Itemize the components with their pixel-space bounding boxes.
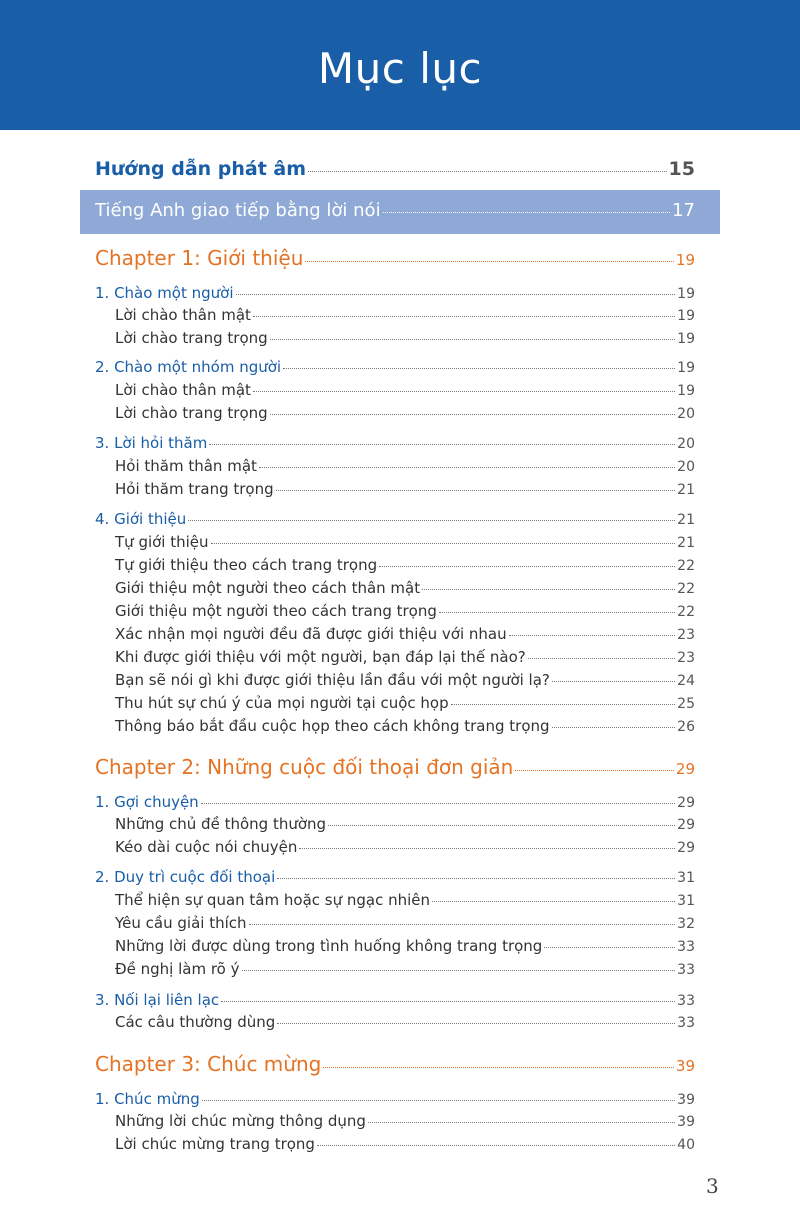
leader-dots: [552, 681, 675, 682]
toc-item[interactable]: [115, 533, 695, 551]
toc-page: 20: [677, 459, 695, 475]
toc-page: 33: [677, 993, 695, 1009]
leader-dots: [509, 635, 676, 636]
leader-dots: [259, 467, 675, 468]
toc-page: 29: [675, 760, 695, 778]
chapter-title: Chapter 3: Chúc mừng: [95, 1052, 322, 1076]
item-label: Những lời chúc mừng thông dụng: [115, 1112, 366, 1130]
item-label: Yêu cầu giải thích: [115, 914, 247, 932]
item-label: Tự giới thiệu: [115, 533, 209, 551]
toc-item[interactable]: [115, 1013, 695, 1031]
leader-dots: [305, 261, 674, 262]
leader-dots: [277, 1023, 675, 1024]
toc-item[interactable]: [115, 1135, 695, 1153]
toc-item[interactable]: [115, 625, 695, 643]
leader-dots: [209, 444, 675, 445]
toc-page: 33: [677, 962, 695, 978]
toc-page: 31: [677, 870, 695, 886]
toc-page: 22: [677, 581, 695, 597]
chapter-title: Chapter 1: Giới thiệu: [95, 246, 304, 270]
section-heading[interactable]: [95, 1090, 695, 1108]
item-label: Lời chào thân mật: [115, 306, 251, 324]
leader-dots: [383, 212, 671, 213]
toc-page: 21: [677, 482, 695, 498]
item-label: Xác nhận mọi người đều đã được giới thiệu với nhau: [115, 625, 507, 643]
toc-page: 21: [677, 512, 695, 528]
leader-dots: [299, 848, 675, 849]
toc-page: 40: [677, 1137, 695, 1153]
leader-dots: [221, 1001, 675, 1002]
toc-item[interactable]: [115, 717, 695, 735]
toc-entry[interactable]: [95, 158, 695, 180]
toc-item[interactable]: [115, 381, 695, 399]
toc-page: 32: [677, 916, 695, 932]
toc-entry[interactable]: [95, 200, 695, 221]
toc-page: 31: [677, 893, 695, 909]
toc-item[interactable]: [115, 891, 695, 909]
toc-page: 26: [677, 719, 695, 735]
section-title: 2. Duy trì cuộc đối thoại: [95, 868, 276, 886]
toc-page: 29: [677, 840, 695, 856]
leader-dots: [544, 947, 675, 948]
item-label: Những chủ đề thông thường: [115, 815, 327, 833]
item-label: Lời chúc mừng trang trọng: [115, 1135, 315, 1153]
toc-page: 39: [677, 1092, 695, 1108]
leader-dots: [451, 704, 676, 705]
leader-dots: [270, 339, 676, 340]
chapter-heading[interactable]: [95, 755, 695, 779]
toc-page: 23: [677, 627, 695, 643]
leader-dots: [277, 878, 675, 879]
toc-page: 22: [677, 604, 695, 620]
leader-dots: [253, 316, 675, 317]
leader-dots: [328, 825, 675, 826]
chapter-heading[interactable]: [95, 246, 695, 270]
section-heading[interactable]: [95, 868, 695, 886]
section-title: 3. Lời hỏi thăm: [95, 434, 208, 452]
toc-item[interactable]: [115, 1112, 695, 1130]
toc-item[interactable]: [115, 671, 695, 689]
leader-dots: [368, 1122, 675, 1123]
item-label: Đề nghị làm rõ ý: [115, 960, 240, 978]
toc-page: 33: [677, 1015, 695, 1031]
toc-label: Tiếng Anh giao tiếp bằng lời nói: [95, 200, 381, 221]
toc-page: 19: [677, 383, 695, 399]
chapter-heading[interactable]: [95, 1052, 695, 1076]
toc-page: 19: [677, 286, 695, 302]
section-heading[interactable]: [95, 434, 695, 452]
leader-dots: [276, 490, 676, 491]
toc-page: 23: [677, 650, 695, 666]
section-title: 1. Chúc mừng: [95, 1090, 200, 1108]
toc-page: 21: [677, 535, 695, 551]
item-label: Kéo dài cuộc nói chuyện: [115, 838, 298, 856]
section-heading[interactable]: [95, 510, 695, 528]
item-label: Khi được giới thiệu với một người, bạn đáp lại thế nào?: [115, 648, 526, 666]
section-heading[interactable]: [95, 793, 695, 811]
toc-page: 39: [677, 1114, 695, 1130]
page-number: 3: [706, 1174, 719, 1198]
toc-item[interactable]: [115, 329, 695, 347]
section-heading[interactable]: [95, 284, 695, 302]
toc-page: 22: [677, 558, 695, 574]
toc-item[interactable]: [115, 648, 695, 666]
item-label: Bạn sẽ nói gì khi được giới thiệu lần đầu với một người lạ?: [115, 671, 550, 689]
toc-item[interactable]: [115, 556, 695, 574]
leader-dots: [528, 658, 675, 659]
toc-item[interactable]: [115, 457, 695, 475]
section-title: 3. Nối lại liên lạc: [95, 991, 220, 1009]
toc-item[interactable]: [115, 694, 695, 712]
section-title: 4. Giới thiệu: [95, 510, 187, 528]
toc-page: 20: [677, 406, 695, 422]
toc-label: Hướng dẫn phát âm: [95, 158, 307, 180]
item-label: Lời chào trang trọng: [115, 329, 268, 347]
leader-dots: [379, 566, 675, 567]
section-title: 1. Chào một người: [95, 284, 234, 302]
leader-dots: [202, 1100, 675, 1101]
toc-item[interactable]: [115, 579, 695, 597]
toc-page: 29: [677, 795, 695, 811]
item-label: Hỏi thăm thân mật: [115, 457, 257, 475]
leader-dots: [552, 727, 676, 728]
section-title: 1. Gợi chuyện: [95, 793, 199, 811]
leader-dots: [270, 414, 676, 415]
toc-page: 19: [677, 308, 695, 324]
leader-dots: [188, 520, 675, 521]
leader-dots: [211, 543, 676, 544]
toc-page: 17: [672, 200, 695, 221]
leader-dots: [515, 770, 674, 771]
item-label: Các câu thường dùng: [115, 1013, 276, 1031]
item-label: Lời chào trang trọng: [115, 404, 268, 422]
toc-page: 20: [677, 436, 695, 452]
leader-dots: [317, 1145, 675, 1146]
chapter-title: Chapter 2: Những cuộc đối thoại đơn giản: [95, 755, 514, 779]
toc-page: 25: [677, 696, 695, 712]
item-label: Những lời được dùng trong tình huống không trang trọng: [115, 937, 543, 955]
leader-dots: [283, 368, 675, 369]
leader-dots: [253, 391, 675, 392]
leader-dots: [323, 1067, 674, 1068]
item-label: Hỏi thăm trang trọng: [115, 480, 274, 498]
toc-item[interactable]: [115, 306, 695, 324]
item-label: Thông báo bắt đầu cuộc họp theo cách không trang trọng: [115, 717, 550, 735]
leader-dots: [308, 171, 666, 172]
toc-item[interactable]: [115, 960, 695, 978]
item-label: Thể hiện sự quan tâm hoặc sự ngạc nhiên: [115, 891, 431, 909]
toc-page: 19: [677, 331, 695, 347]
leader-dots: [422, 589, 675, 590]
toc-item[interactable]: [115, 480, 695, 498]
toc-page: 19: [677, 360, 695, 376]
section-heading[interactable]: [95, 358, 695, 376]
leader-dots: [242, 970, 676, 971]
leader-dots: [432, 901, 675, 902]
toc-page: 24: [677, 673, 695, 689]
toc-item[interactable]: [115, 404, 695, 422]
toc-page: 29: [677, 817, 695, 833]
toc-item[interactable]: [115, 815, 695, 833]
toc-item[interactable]: [115, 602, 695, 620]
item-label: Thu hút sự chú ý của mọi người tại cuộc họp: [115, 694, 449, 712]
item-label: Tự giới thiệu theo cách trang trọng: [115, 556, 378, 574]
toc-item[interactable]: [115, 914, 695, 932]
toc-page: 33: [677, 939, 695, 955]
toc-page: 15: [668, 158, 695, 180]
item-label: Lời chào thân mật: [115, 381, 251, 399]
toc-item[interactable]: [115, 838, 695, 856]
item-label: Giới thiệu một người theo cách thân mật: [115, 579, 421, 597]
section-heading[interactable]: [95, 991, 695, 1009]
leader-dots: [249, 924, 676, 925]
toc-page: 19: [675, 251, 695, 269]
section-title: 2. Chào một nhóm người: [95, 358, 282, 376]
leader-dots: [236, 294, 676, 295]
toc-page: 39: [675, 1057, 695, 1075]
item-label: Giới thiệu một người theo cách trang trọng: [115, 602, 437, 620]
page-title: Mục lục: [317, 43, 483, 93]
toc-item[interactable]: [115, 937, 695, 955]
leader-dots: [201, 803, 675, 804]
leader-dots: [439, 612, 675, 613]
